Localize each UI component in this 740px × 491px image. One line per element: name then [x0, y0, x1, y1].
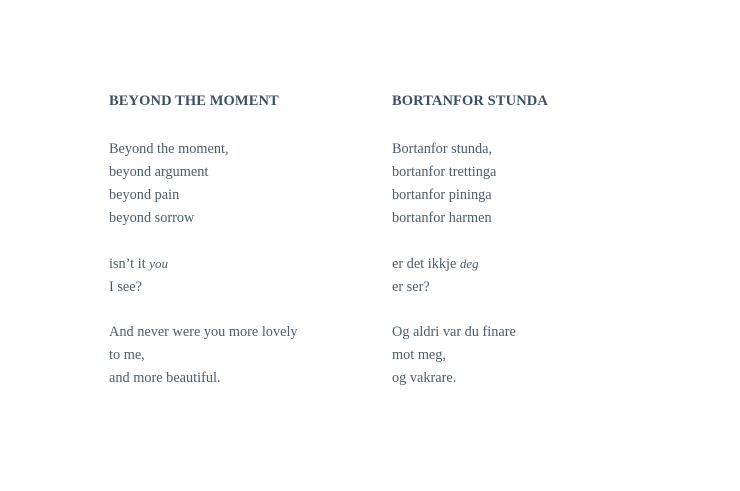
poem-line: mot meg,: [392, 347, 447, 363]
stanza-1: [109, 138, 379, 230]
italic-word: you: [149, 256, 169, 271]
poem-line: beyond pain: [109, 187, 180, 203]
stanza-2: [392, 252, 662, 299]
poem-line: Bortanfor stunda,: [392, 141, 493, 157]
poem-line: and more beautiful.: [109, 370, 221, 386]
stanza-3: [392, 321, 662, 390]
poem-title: BEYOND THE MOMENT: [109, 93, 279, 109]
stanza-1: [392, 138, 662, 230]
stanza-3: [109, 321, 379, 390]
poem-line: beyond argument: [109, 164, 209, 180]
poem-line: og vakrare.: [392, 370, 457, 386]
italic-word: deg: [459, 256, 479, 271]
poem-line: bortanfor trettinga: [392, 164, 497, 180]
poem-title: BORTANFOR STUNDA: [392, 93, 548, 109]
poem-line: Og aldri var du finare: [392, 324, 516, 340]
poem-line: er ser?: [392, 279, 430, 295]
poem-line: [392, 252, 662, 276]
poem-line: [109, 252, 379, 276]
poem-line: beyond sorrow: [109, 210, 195, 226]
english-poem: [109, 93, 379, 390]
poem-line: to me,: [109, 347, 145, 363]
poem-line: And never were you more lovely: [109, 324, 298, 340]
poem-line: I see?: [109, 279, 142, 295]
poem-line: Beyond the moment,: [109, 141, 229, 157]
poem-line: bortanfor harmen: [392, 210, 492, 226]
stanza-2: [109, 252, 379, 299]
line-text: isn’t it: [109, 256, 150, 272]
norwegian-poem: [392, 93, 662, 390]
line-text: er det ikkje: [392, 256, 460, 272]
poem-line: bortanfor pininga: [392, 187, 492, 203]
